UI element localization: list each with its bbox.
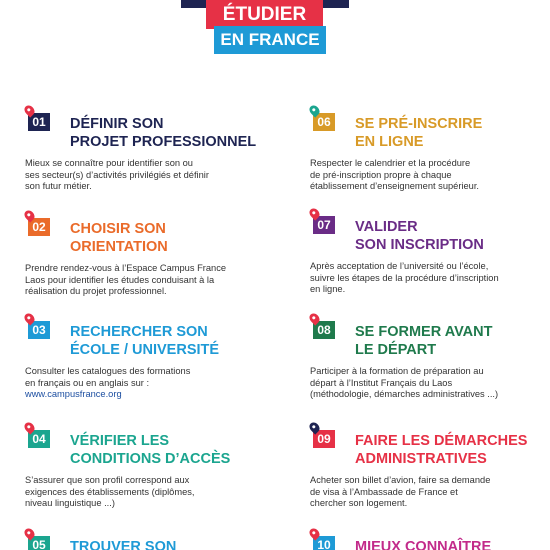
step-description	[25, 475, 270, 510]
step-number: 07	[313, 216, 335, 234]
step-title-line: DÉFINIR SON	[70, 116, 164, 132]
step-description-line: exigences des établissements (diplômes,	[25, 486, 195, 497]
step-description-line: son futur métier.	[25, 181, 92, 191]
step-number: 01	[28, 113, 50, 131]
step-description-line: niveau linguistique ...)	[25, 498, 115, 508]
step-title	[70, 432, 230, 468]
step-description-line: Participer à la formation de préparation au	[310, 366, 484, 376]
header-title-line2: EN FRANCE	[214, 26, 326, 54]
step-description-line: ses secteur(s) d’activités privilégiés et définir	[25, 169, 209, 180]
step-title-line: RECHERCHER SON	[70, 324, 208, 340]
step-number-badge	[25, 528, 55, 550]
step-title-line: PROJET PROFESSIONNEL	[70, 134, 257, 150]
step-number-badge	[310, 422, 340, 450]
step-description	[310, 366, 550, 401]
step-title-line: LE DÉPART	[355, 342, 437, 358]
step-title-line: CONDITIONS D’ACCÈS	[70, 451, 231, 467]
step-number-badge	[310, 313, 340, 341]
step-description-line: Après acceptation de l’université ou l’école,	[310, 261, 489, 271]
step-number-badge	[310, 528, 340, 550]
step-number-badge	[310, 105, 340, 133]
step-number-badge	[25, 105, 55, 133]
step-description-line: en ligne.	[310, 284, 346, 294]
step-title	[70, 220, 168, 256]
step-description-line: Prendre rendez-vous à l’Espace Campus France	[25, 263, 227, 273]
step-number: 02	[28, 218, 50, 236]
step-title	[355, 115, 482, 151]
step-title-line: VALIDER	[355, 219, 418, 235]
step-number: 04	[28, 430, 50, 448]
step-description-line: suivre les étapes de la procédure d’inscription	[310, 272, 499, 283]
step-description-line: (méthodologie, démarches administratives ...)	[310, 389, 499, 399]
step-description-line: en français ou en anglais sur :	[25, 377, 150, 388]
step-number: 09	[313, 430, 335, 448]
step-number-badge	[310, 208, 340, 236]
step-title	[355, 432, 527, 468]
step-description-line: Laos pour identifier les études conduisant à la	[25, 274, 215, 285]
step-title	[70, 323, 219, 359]
step-description-line: S’assurer que son profil correspond aux	[25, 475, 190, 485]
step-number-badge	[25, 210, 55, 238]
step-title	[355, 323, 492, 359]
campusfrance-link[interactable]: www.campusfrance.org	[25, 389, 122, 399]
step-description-line: chercher son logement.	[310, 498, 408, 508]
step-description-line: établissement d’enseignement supérieur.	[310, 181, 479, 191]
step-title	[70, 538, 176, 550]
step-description	[310, 261, 550, 296]
step-title	[70, 115, 256, 151]
step-title	[355, 218, 484, 254]
step-title-line: FAIRE LES DÉMARCHES	[355, 433, 528, 449]
header-title-line1: ÉTUDIER	[206, 0, 323, 29]
step-title-line: TROUVER SON	[70, 539, 177, 550]
step-title	[355, 538, 491, 550]
header	[0, 0, 550, 70]
step-number: 03	[28, 321, 50, 339]
step-description-line: de pré-inscription propre à chaque	[310, 169, 452, 180]
step-title-line: ÉCOLE / UNIVERSITÉ	[70, 342, 220, 358]
step-description	[310, 158, 550, 193]
step-description	[25, 158, 270, 193]
step-title-line: ORIENTATION	[70, 239, 168, 255]
step-number: 08	[313, 321, 335, 339]
step-number: 06	[313, 113, 335, 131]
step-description-line: Respecter le calendrier et la procédure	[310, 158, 471, 168]
step-description-line: Consulter les catalogues des formations	[25, 366, 191, 376]
step-description-line: de visa à l’Ambassade de France et	[310, 486, 458, 497]
step-title-line: CHOISIR SON	[70, 221, 166, 237]
step-title-line: SON INSCRIPTION	[355, 237, 484, 253]
step-title-line: SE PRÉ-INSCRIRE	[355, 116, 483, 132]
step-description-line: Acheter son billet d’avion, faire sa demande	[310, 475, 491, 485]
step-description-line: Mieux se connaître pour identifier son ou	[25, 158, 193, 168]
step-number-badge	[25, 422, 55, 450]
step-title-line: ADMINISTRATIVES	[355, 451, 487, 467]
step-description-line: réalisation du projet professionnel.	[25, 286, 167, 296]
step-title-line: SE FORMER AVANT	[355, 324, 493, 340]
step-description-line: départ à l’Institut Français du Laos	[310, 377, 453, 388]
step-description	[310, 475, 550, 510]
step-number-badge	[25, 313, 55, 341]
step-number: 10	[313, 536, 335, 550]
step-description	[25, 366, 270, 401]
step-number: 05	[28, 536, 50, 550]
step-title-line: MIEUX CONNAÎTRE	[355, 539, 492, 550]
step-description	[25, 263, 270, 298]
step-title-line: VÉRIFIER LES	[70, 433, 170, 449]
step-title-line: EN LIGNE	[355, 134, 424, 150]
